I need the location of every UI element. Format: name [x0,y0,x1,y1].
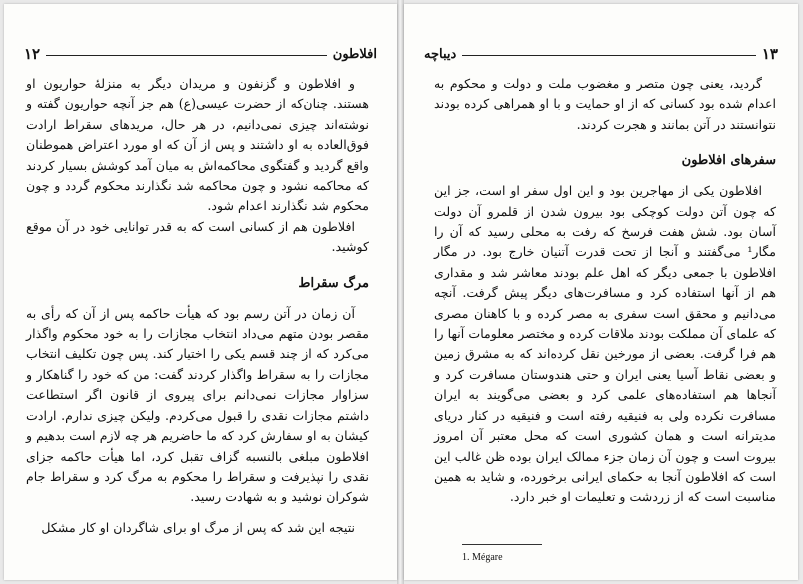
right-page-number: ۱۳ [761,45,778,63]
right-header-title: دیباچه [424,46,457,62]
section-heading: مرگ سقراط [298,275,369,291]
paragraph: و افلاطون و گزنفون و مریدان دیگر به منزلهٔ حواریون او هستند. چنان‌که از حضرت عیسی(ع) هم جز آنچه حواریون گفته و نوشته‌اند چیزی نمی‌دانیم، در هر حال، مریدهای سقراط ارادت فوق‌العاده به او داشتند و پس از آن که او مورد اعتراض هموطنان واقع گردید و گفتگوی محاکمه‌اش به میان آمد کوشش بسیار کردند که محاکمه نشود و چون محاکمه شد نگذارند محکوم گردد و چون محکوم شد نگذارند اعدام شود. [26,76,369,214]
footnote: 1. Mégare [462,552,503,563]
right-page [404,4,798,580]
section-heading: سفرهای افلاطون [681,153,776,169]
paragraph: نتیجه این شد که پس از مرگ او برای شاگردان او کار مشکل [41,519,355,535]
left-page [4,4,397,580]
left-page-body [26,74,369,538]
book-gutter [397,0,404,584]
left-page-number: ۱۲ [24,45,41,63]
paragraph: افلاطون هم از کسانی است که به قدر توانایی خود در آن موقع کوشید. [26,218,369,255]
left-header-title: افلاطون [332,46,377,62]
footnote-rule [462,544,542,545]
paragraph: آن زمان در آتن رسم بود که هیأت حاکمه پس از آن که رأی به مقصر بودن متهم می‌داد انتخاب مجازات را به خود محکوم واگذار می‌کرد که از چند قسم یکی را اختیار کند. پس چون تکلیف انتخاب مجازات را به سقراط واگذار کردند گفت: من که خود را گناهکار و سزاوار مجازات نمی‌دانم برای پیروی از قانون اگر استطاعت داشتم مجازات نقدی را قبول می‌کردم. ولیکن چیزی ندارم. ارادت کیشان به او سفارش کرد که ما حاضریم هر چه لازم است بدهیم و افلاطون مبلغی بالنسبه گزاف تقبل کرد، اما هیأت حاکمه جزای نقدی را نپذیرفت و سقراط را محکوم به مرگ کرد و سقراط جام شوکران نوشید و به شهادت رسید. [26,305,369,505]
header-rule [46,55,327,56]
right-page-header [424,44,778,64]
left-page-header [24,44,377,64]
paragraph: افلاطون یکی از مهاجرین بود و این اول سفر او است، جز این که چون آتن دولت کوچکی بود بیرون شدن از قلمرو آن دولت آسان بود. شش هفت فرسخ که رفت به محلی رسید که آن را مگار¹ می‌گفتند و آنجا از تحت قدرت آتنیان خارج بود. در مگار افلاطون با جمعی دیگر که اهل علم بودند معاشر شد و مقداری هم از آنها استفاده کرد و مسافرت‌های دیگر پیش گرفت. آنچه می‌دانیم و محقق است سفری به مصر کرده و با کاهنان مصری که علمای آن مملکت بودند ملاقات کرده و مختصر معلومات آنها را هم فرا گرفت. بعضی از مورخین نقل کرده‌اند که به مشرق زمین و بعضی نقاط آسیا یعنی ایران و حتی هندوستان مسافرت کرد و آنجاها هم استفاده‌های علمی کرد و بعضی می‌گویند به ایران مسافرت نکرده ولی به فنیقیه رفته است و فنیقیه در کنار دریای مدیترانه است و همان کشوری است که محل معتبر آن امروز بیروت است و چون آن زمان جزء ممالک ایران بوده ظن غالب این است که افلاطون آنجا به حکمای ایرانی برخورده، و شاید به همین مناسبت است که از زردشت و تعلیمات او خبر دارد. [434,183,776,505]
header-rule [462,55,756,56]
right-page-body [434,74,776,508]
paragraph: گردید، یعنی چون متصر و مغضوب ملت و دولت و محکوم به اعدام شده بود کسانی که از او حمایت و با او همراهی کرده بودند نتوانستند در آتن بمانند و هجرت کردند. [434,76,776,132]
